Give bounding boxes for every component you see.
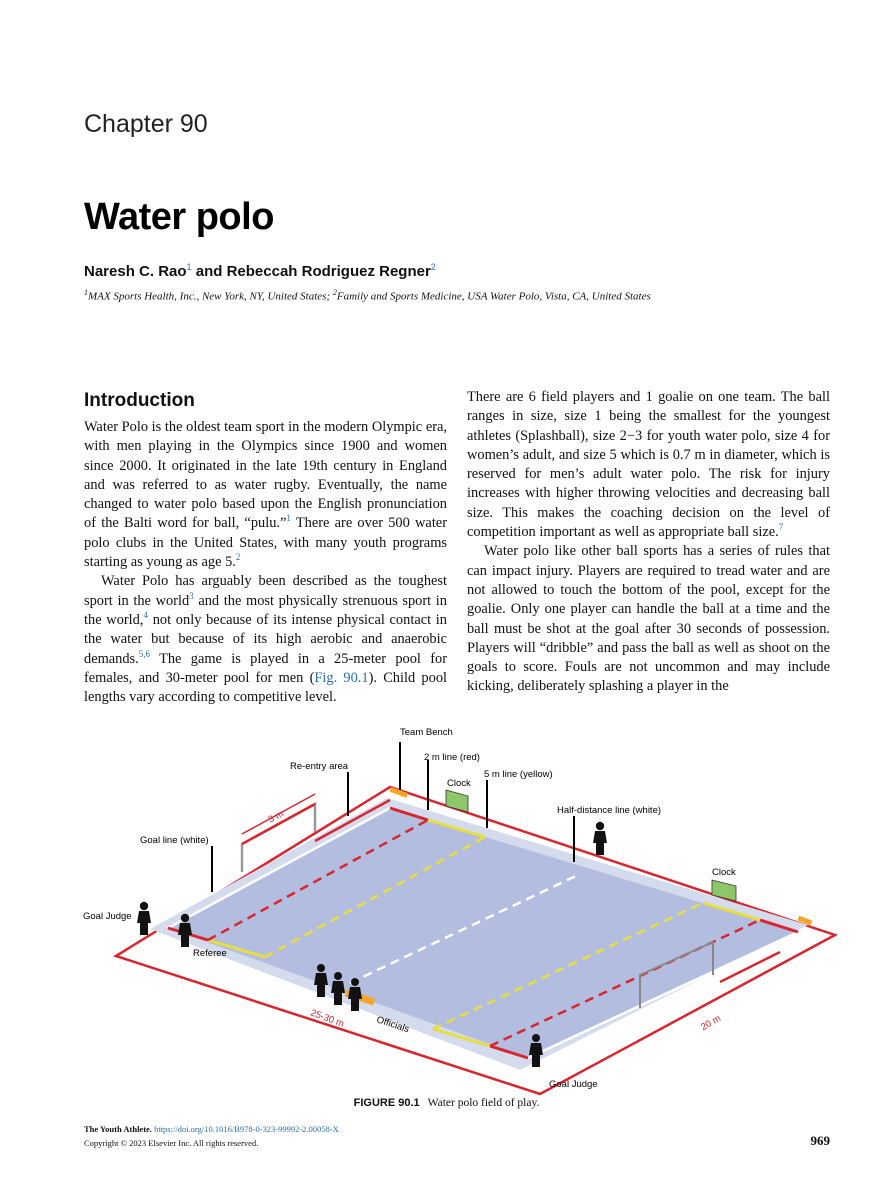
figure-caption-label: FIGURE 90.1	[353, 1097, 420, 1109]
label-team-bench: Team Bench	[400, 727, 453, 738]
section-heading: Introduction	[84, 390, 195, 411]
affiliation-text: Family and Sports Medicine, USA Water Polo, Vista, CA, United States	[336, 290, 651, 303]
author-affil-sup[interactable]: 2	[430, 262, 436, 272]
body-text: There are over 500 water polo clubs in the United States, with many youth programs starting as young as age 5.	[84, 515, 447, 571]
affil-sup: 1	[84, 288, 88, 297]
figure-caption-text: Water polo field of play.	[427, 1097, 540, 1109]
label-referee: Referee	[193, 948, 227, 959]
body-column-left	[84, 418, 447, 707]
label-officials: Officials	[375, 1014, 411, 1036]
author-name: Naresh C. Rao	[84, 263, 187, 280]
body-paragraph	[467, 388, 830, 542]
body-paragraph	[84, 418, 447, 572]
citation-ref[interactable]: 7	[778, 522, 784, 533]
body-text: ). Child pool lengths vary according to competitive level.	[84, 669, 448, 706]
page-number: 969	[810, 1133, 830, 1148]
chapter-number: Chapter 90	[84, 110, 208, 138]
footer-citation	[84, 1124, 339, 1134]
author-affil-sup[interactable]: 1	[186, 262, 192, 272]
person-icon	[137, 902, 151, 935]
citation-ref[interactable]: 4	[143, 610, 148, 621]
citation-ref[interactable]: 2	[235, 552, 241, 563]
citation-ref[interactable]: 3	[189, 590, 194, 601]
label-clock-right: Clock	[712, 867, 736, 878]
label-goal-judge-left: Goal Judge	[83, 911, 132, 922]
label-half-distance: Half-distance line (white)	[557, 805, 662, 816]
label-three-m: 3 m	[266, 808, 286, 826]
body-paragraph	[84, 572, 447, 707]
doi-link[interactable]: https://doi.org/10.1016/B978-0-323-99992-2.00058-X	[154, 1124, 339, 1134]
affiliation-text: MAX Sports Health, Inc., New York, NY, United States;	[88, 290, 333, 303]
person-icon	[593, 822, 607, 855]
label-two-m-line: 2 m line (red)	[424, 752, 480, 763]
footer-book-title: The Youth Athlete.	[84, 1124, 155, 1134]
footer-copyright: Copyright © 2023 Elsevier Inc. All rights reserved.	[84, 1138, 259, 1148]
citation-ref[interactable]: 1	[286, 513, 291, 524]
body-column-right	[467, 388, 830, 697]
body-text: Water Polo is the oldest team sport in the modern Olympic era, with men playing in the Olympics since 1900 and women since 2000. It originated in the late 19th century in England and was referred to as water rugby. Eventually, the name changed to water polo based upon the English pronunciation of the Balti word for ball, “pulu.”	[84, 419, 447, 532]
figure-link[interactable]: Fig. 90.1	[314, 669, 369, 686]
pool-diagram	[60, 720, 850, 1100]
clock-left-icon	[446, 790, 468, 812]
label-goal-judge-bottom: Goal Judge	[549, 1079, 598, 1090]
author-list	[84, 262, 436, 280]
body-text: The game is played in a 25-meter pool for females, and 30-meter pool for men (	[84, 650, 447, 686]
body-paragraph	[467, 542, 830, 696]
chapter-title: Water polo	[84, 196, 274, 238]
author-name: Rebeccah Rodriguez Regner	[226, 263, 431, 280]
affil-sup: 2	[332, 288, 337, 297]
label-reentry: Re-entry area	[290, 761, 349, 772]
label-goal-line: Goal line (white)	[140, 835, 209, 846]
label-clock-left: Clock	[447, 778, 471, 789]
figure-caption	[0, 1097, 893, 1109]
body-text: There are 6 field players and 1 goalie on one team. The ball ranges in size, size 1 being the smallest for the youngest athletes (Splashball), size 2−3 for youth water polo, size 4 for women’s adult, and size 5 which is 0.7 m in diameter, which is reserved for men’s adult water polo. The risk for injury increases with higher throwing velocities and decreasing ball size. This makes the coaching decision on the level of competition important as well as appropriate ball size.	[467, 389, 830, 541]
affiliations	[84, 288, 651, 303]
citation-ref[interactable]: 5,6	[138, 648, 151, 659]
label-five-m-line: 5 m line (yellow)	[484, 769, 553, 780]
body-text: Water polo like other ball sports has a series of rules that can impact injury. Players are required to tread water and are not allowed to touch the bottom of the pool, except for the goalie. Only one player can handle the ball at a time and the ball must be shot at the goal after 30 seconds of possession. Players will “dribble” and pass the ball as well as shoot on the goals to score. Fouls are not uncommon and may include kicking, deliberately splashing a player in the	[467, 543, 830, 695]
body-text: Water Polo has arguably been described as the toughest sport in the world	[84, 573, 447, 609]
label-width: 20 m	[699, 1012, 723, 1034]
authors-joiner: and	[191, 263, 227, 280]
label-length: 25-30 m	[308, 1007, 346, 1030]
body-text: and the most physically strenuous sport in the world,	[84, 592, 447, 628]
body-text: not only because of its intense physical contact in the water but because of its high aerobic and anaerobic demands.	[84, 611, 448, 667]
